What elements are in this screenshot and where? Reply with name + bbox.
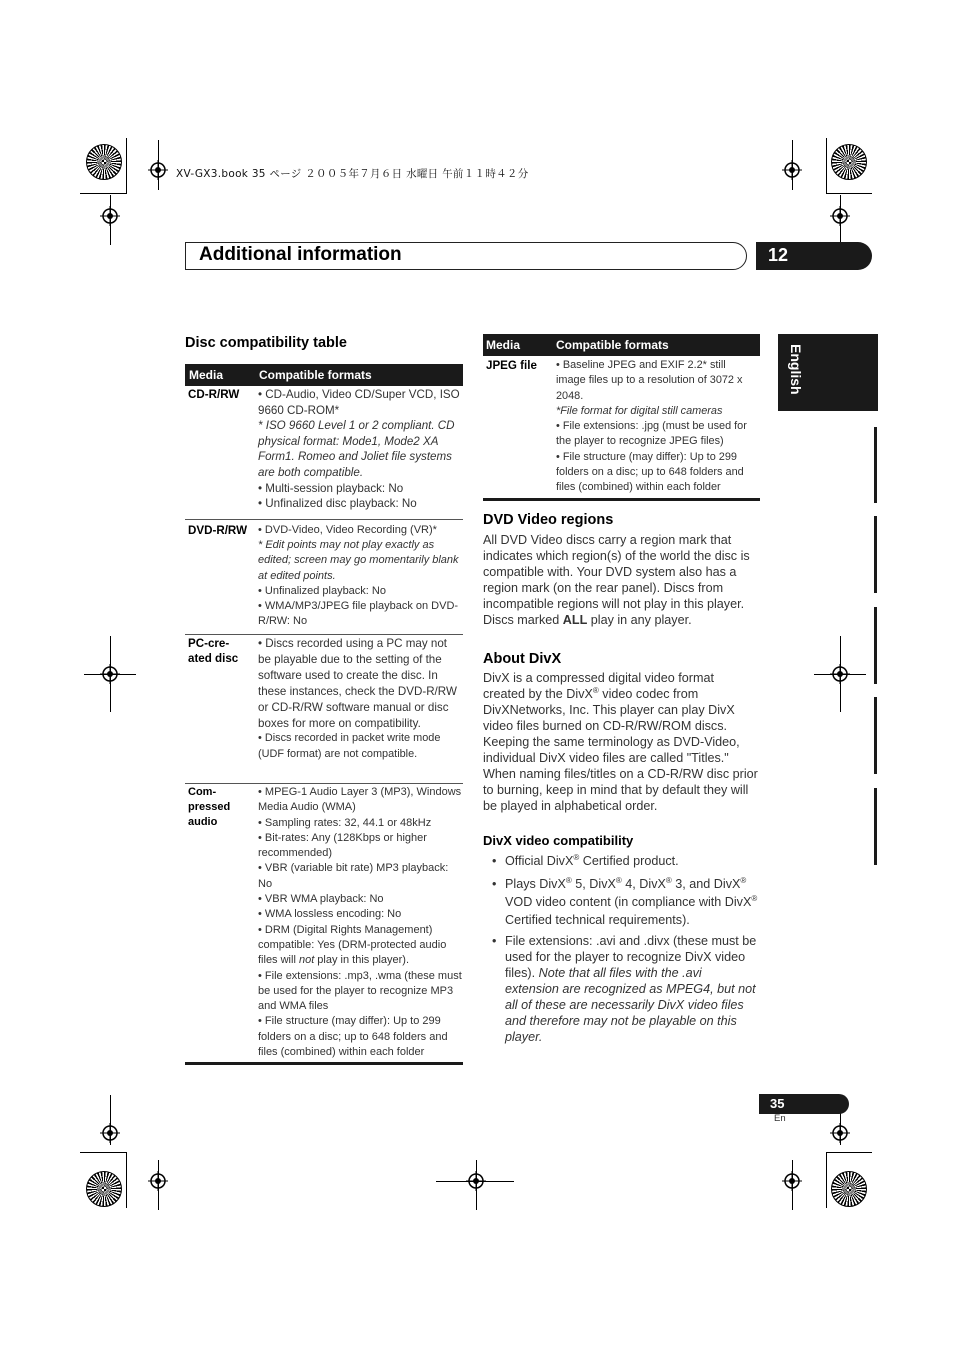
format-line: • Bit-rates: Any (128Kbps or higher recommended)	[258, 831, 427, 860]
col-media: Media	[189, 368, 224, 382]
chapter-number: 12	[756, 242, 872, 270]
registration-mark-icon	[100, 664, 120, 684]
format-line: • DVD-Video, Video Recording (VR)*	[258, 524, 437, 536]
list-item	[483, 875, 759, 929]
media-dvdrw: DVD-R/RW	[188, 524, 248, 537]
format-note: * Edit points may not play exactly as edited; screen may go momentarily blank at edited points.	[258, 539, 459, 582]
format-line	[258, 923, 463, 969]
page-title: Additional information	[199, 244, 402, 265]
media-jpeg: JPEG file	[486, 359, 537, 372]
text-run: VOD video content (in compliance with DivX	[505, 895, 752, 909]
registration-mark-icon	[830, 206, 850, 226]
registered-mark: ®	[740, 875, 747, 885]
media-pc-created: PC-cre-ated disc	[188, 637, 239, 665]
disc-table-title: Disc compatibility table	[185, 335, 347, 351]
format-line: • Sampling rates: 32, 44.1 or 48kHz	[258, 816, 432, 829]
text-run: ALL	[562, 613, 588, 627]
text-run: play in any player.	[587, 613, 692, 627]
format-note: *File format for digital still cameras	[556, 404, 723, 417]
registration-mark-icon	[830, 664, 850, 684]
divx-compat-list	[483, 853, 759, 1049]
row-divider	[185, 634, 463, 635]
language-tab	[778, 334, 878, 411]
registration-mark-icon	[148, 160, 168, 180]
registration-mark-icon	[148, 1171, 168, 1191]
registered-mark: ®	[573, 852, 580, 862]
format-line: • WMA/MP3/JPEG file playback on DVD-R/RW: No	[258, 600, 459, 628]
registered-mark: ®	[751, 893, 758, 903]
format-line: • Unfinalized disc playback: No	[258, 497, 417, 511]
text-run: 4, DivX	[621, 877, 666, 891]
color-target-icon	[831, 144, 867, 180]
text-run: • DRM (Digital Rights Management) compatible: Yes (DRM-protected audio files will	[258, 923, 447, 967]
about-divx-text	[483, 670, 759, 814]
format-line: • File structure (may differ): Up to 299 folders on a disc; up to 648 folders and files (combined) within each folder	[556, 450, 744, 494]
color-target-icon	[86, 144, 122, 180]
jpeg-table-header	[483, 334, 760, 356]
registration-mark-icon	[782, 1171, 802, 1191]
text-run: Certified technical requirements).	[505, 913, 690, 927]
registered-mark: ®	[615, 875, 622, 885]
text-run: 5, DivX	[571, 877, 616, 891]
thumb-bar	[874, 788, 877, 865]
registration-mark-icon	[830, 1123, 850, 1143]
col-formats: Compatible formats	[259, 368, 372, 382]
registered-mark: ®	[665, 875, 672, 885]
text-run: play in this player).	[314, 954, 410, 967]
list-item	[483, 933, 759, 1045]
format-line: • File extensions: .mp3, .wma (these must be used for the player to recognize MP3 and WMA files	[258, 969, 462, 1013]
dvd-regions-heading: DVD Video regions	[483, 512, 614, 528]
disc-table-header	[185, 364, 463, 386]
registration-mark-icon	[100, 206, 120, 226]
registered-mark: ®	[565, 875, 572, 885]
text-run: DivX is a compressed digital video format created by the DivX	[483, 671, 714, 701]
format-line: • Discs recorded using a PC may not be playable due to the setting of the software used to create the disc. In these instances, check the DVD-R/RW or CD-R/RW software manual or disc boxes for more on compatibility.	[258, 637, 457, 730]
format-line: • File structure (may differ): Up to 299 folders on a disc; up to 648 folders and files (combined) within each folder	[258, 1015, 448, 1059]
format-line: • File extensions: .jpg (must be used for the player to recognize JPEG files)	[556, 420, 747, 448]
media-compressed-audio: Com-pressed audio	[188, 786, 231, 828]
registered-mark: ®	[592, 685, 599, 695]
format-line: • WMA lossless encoding: No	[258, 908, 402, 921]
col-formats: Compatible formats	[556, 338, 669, 352]
table-bottom-rule	[483, 498, 760, 501]
print-job-line: XV-GX3.book 35 ページ ２００５年７月６日 水曜日 午前１１時４２分	[176, 168, 529, 180]
page-language: En	[774, 1113, 786, 1124]
color-target-icon	[86, 1171, 122, 1207]
text-run: 3, and DivX	[671, 877, 741, 891]
list-item	[483, 853, 759, 869]
thumb-bar	[874, 427, 877, 503]
text-run: File extensions: .avi and .divx (these must be used for the player to recognize DivX video files).	[505, 934, 757, 980]
registration-mark-icon	[466, 1171, 486, 1191]
text-run: Note that all files with the .avi extension are recognized as MPEG4, but not all of these are necessarily DivX video files and therefore may not be playable on this player.	[505, 966, 756, 1044]
text-run: not	[298, 954, 315, 967]
col-media: Media	[486, 338, 521, 352]
thumb-bar	[874, 697, 877, 774]
text-run: All DVD Video discs carry a region mark that indicates which region(s) of the world the disc is compatible with. Your DVD system also has a region mark (on the rear panel). Discs from incompatible regions will not play in this player. Discs marked	[483, 533, 750, 627]
row-divider	[185, 519, 463, 520]
language-tab-label: English	[788, 344, 804, 395]
thumb-bar	[874, 607, 877, 684]
color-target-icon	[831, 1171, 867, 1207]
format-line: • VBR (variable bit rate) MP3 playback: No	[258, 862, 449, 890]
text-run: Plays DivX	[505, 877, 566, 891]
registration-mark-icon	[100, 1123, 120, 1143]
format-line: • Unfinalized playback: No	[258, 584, 386, 597]
table-bottom-rule	[185, 1062, 463, 1065]
media-cdrw: CD-R/RW	[188, 388, 240, 401]
format-line: • CD-Audio, Video CD/Super VCD, ISO 9660 CD-ROM*	[258, 388, 460, 417]
registration-mark-icon	[782, 160, 802, 180]
format-note: * ISO 9660 Level 1 or 2 compliant. CD physical format: Mode1, Mode2 XA Form1. Romeo and Joliet file systems are both compatible.	[258, 419, 455, 479]
format-line: • Discs recorded in packet write mode (UDF format) are not compatible.	[258, 732, 441, 761]
format-line: • Baseline JPEG and EXIF 2.2* still image files up to a resolution of 3072 x 2048.	[556, 359, 743, 402]
text-run: Official DivX	[505, 854, 574, 868]
format-line: • MPEG-1 Audio Layer 3 (MP3), Windows Media Audio (WMA)	[258, 786, 462, 814]
row-divider	[185, 783, 463, 784]
dvd-regions-text	[483, 532, 759, 628]
about-divx-heading: About DivX	[483, 651, 562, 667]
text-run: video codec from DivXNetworks, Inc. This player can play DivX video files burned on CD-R/RW/ROM discs. Keeping the same terminology as DVD-Video, individual DivX video files are called "Titles." When naming files/titles on a CD-R/RW disc prior to burning, keep in mind that by default they will be played in alphabetical order.	[483, 687, 758, 813]
format-line: • VBR WMA playback: No	[258, 893, 384, 906]
thumb-bar	[874, 516, 877, 593]
format-line: • Multi-session playback: No	[258, 481, 404, 495]
text-run: Certified product.	[579, 854, 679, 868]
divx-compat-heading: DivX video compatibility	[483, 833, 634, 848]
page-number: 35	[759, 1094, 849, 1114]
